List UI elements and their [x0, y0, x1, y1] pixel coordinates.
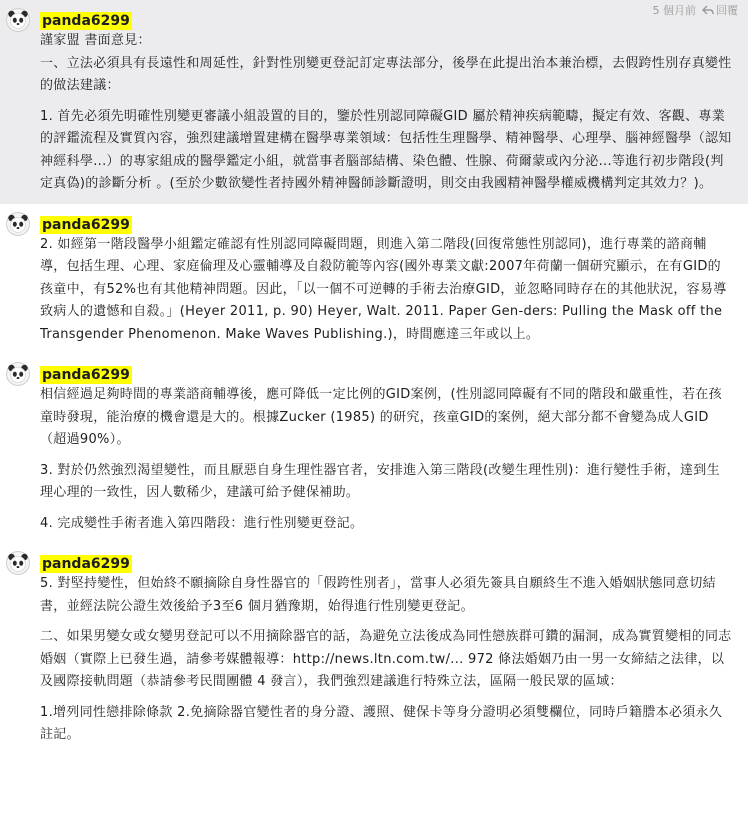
- comment-paragraph: 4. 完成變性手術者進入第四階段：進行性別變更登記。: [40, 515, 364, 531]
- comment: [0, 543, 748, 755]
- username[interactable]: panda6299: [42, 367, 130, 383]
- username[interactable]: panda6299: [42, 556, 130, 572]
- panda-avatar-icon: [6, 362, 30, 386]
- comment-paragraph: 相信經過足夠時間的專業諮商輔導後，應可降低一定比例的GID案例，(性別認同障礙有不同的階段和嚴重性，若在孩童時發現，能治療的機會還是大的。根據Zucker (1985) 的研究，孩童GID的案例，絕大部分都不會變為成人GID（超過90%）。: [40, 387, 722, 447]
- avatar[interactable]: [6, 8, 30, 32]
- comment: [0, 354, 748, 543]
- comment-paragraph: 3. 對於仍然強烈渴望變性，而且厭惡自身生理性器官者，安排進入第三階段(改變生理性別)：進行變性手術，達到生理心理的一致性，因人數稀少，建議可給予健保補助。: [40, 462, 720, 500]
- reply-label[interactable]: 回覆: [716, 4, 738, 17]
- panda-avatar-icon: [6, 212, 30, 236]
- panda-avatar-icon: [6, 551, 30, 575]
- avatar[interactable]: [6, 362, 30, 386]
- reply-icon: [702, 5, 714, 15]
- comment: [0, 0, 748, 204]
- panda-avatar-icon: [6, 8, 30, 32]
- comment-paragraph: 二、如果男變女或女變男登記可以不用摘除器官的話，為避免立法後成為同性戀族群可鑽的漏洞，成為實質變相的同志婚姻（實際上已發生過，請參考媒體報導：http://news.ltn.com.tw/... 972 條法婚姻乃由一男一女締結之法律，以及國際接軌問題（恭請參考民間團體 4 發言），我們強烈建議進行特殊立法，區隔一般民眾的區域：: [40, 629, 732, 689]
- comment-meta: [653, 2, 739, 18]
- timestamp: 5 個月前: [652, 4, 696, 17]
- username[interactable]: panda6299: [42, 13, 130, 29]
- comment-paragraph: 2. 如經第一階段醫學小組鑑定確認有性別認同障礙問題，則進入第二階段(回復常態性別認同)，進行專業的諮商輔導，包括生理、心理、家庭倫理及心靈輔導及自殺防範等內容(國外專業文獻:2007年荷蘭一個研究顯示，在有GID的孩童中，有52%也有其他精神問題。因此，「以一個不可逆轉的手術去治療GID，並忽略同時存在的其他狀況，容易導致病人的遺憾和自殺。」(Heyer 2011, p. 90) Heyer, Walt. 2011. Paper Gen-ders: Pulling the Mask off the Transgender Phenomenon. Make Waves Publishing.)，時間應達三年或以上。: [40, 236, 727, 342]
- username[interactable]: panda6299: [42, 216, 130, 233]
- reply-button[interactable]: [702, 2, 738, 18]
- comment-paragraph: 1.增列同性戀排除條款 2.免摘除器官變性者的身分證、護照、健保卡等身分證明必須雙欄位，同時戶籍謄本必須永久註記。: [40, 704, 723, 742]
- avatar[interactable]: [6, 551, 30, 575]
- comment-paragraph: 5. 對堅持變性，但始終不願摘除自身性器官的「假跨性別者」，當事人必須先簽具自願終生不進入婚姻狀態同意切結書，並經法院公證生效後給予3至6 個月猶豫期，始得進行性別變更登記。: [40, 576, 716, 614]
- avatar[interactable]: [6, 212, 30, 236]
- comment-paragraph: 1. 首先必須先明確性別變更審議小組設置的目的，鑒於性別認同障礙GID 屬於精神疾病範疇，擬定有效、客觀、專業的評鑑流程及實質內容，強烈建議增置建構在醫學專業領域：包括性生理醫學、精神醫學、心理學、腦神經醫學（認知神經科學...）的專家組成的醫學鑑定小組，就當事者腦部結構、染色體、性腺、荷爾蒙或內分泌...等進行初步階段(判定真偽)的診斷分析 。(至於少數欲變性者持國外精神醫師診斷證明，則交由我國精神醫學權威機構判定其效力？)。: [40, 108, 732, 191]
- comment-paragraph: 謹家盟 書面意見： 一、立法必須具有長遠性和周延性，針對性別變更登記訂定專法部分，後學在此提出治本兼治標，去假跨性別存真變性的做法建議：: [40, 33, 732, 93]
- comment: [0, 204, 748, 355]
